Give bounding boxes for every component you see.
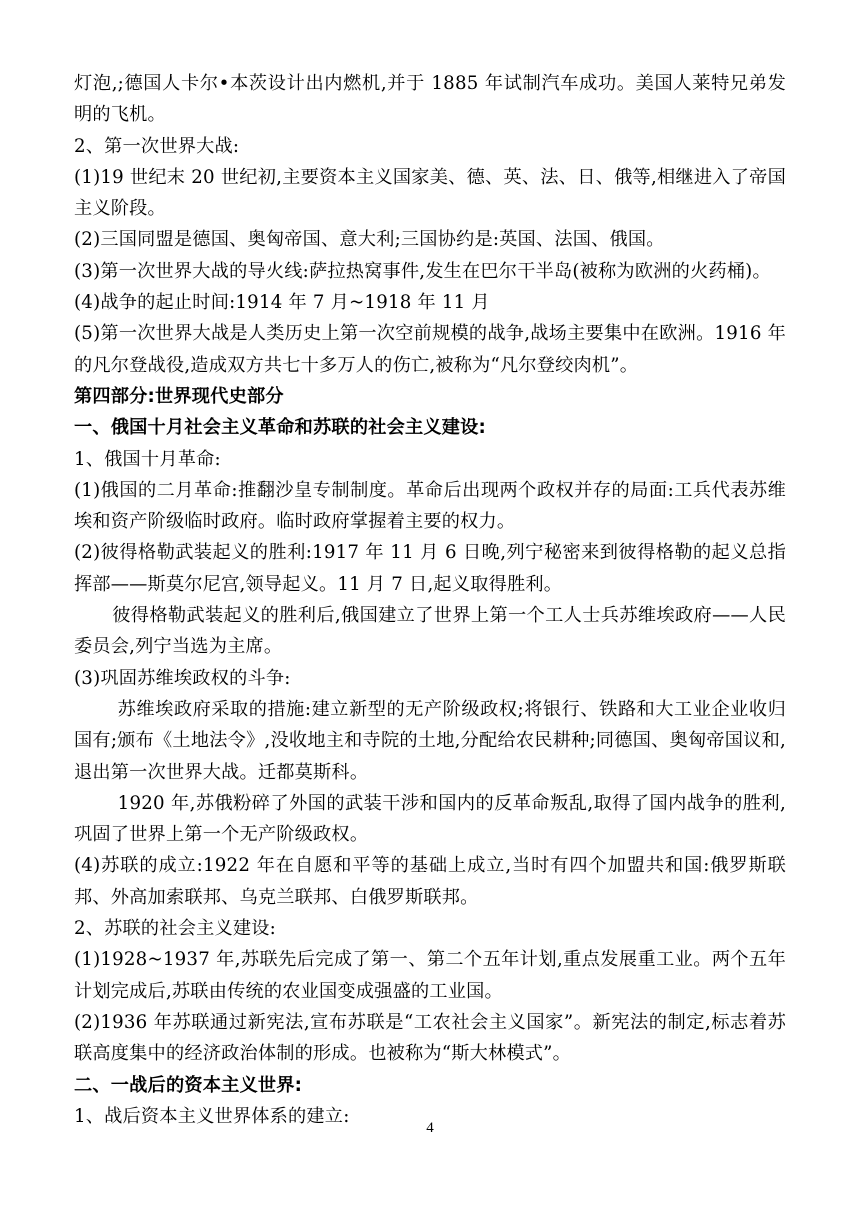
paragraph-construction-1: (1)1928~1937 年,苏联先后完成了第一、第二个五年计划,重点发展重工业。两个五年计划完成后,苏联由传统的农业国变成强盛的工业国。: [74, 949, 786, 1002]
paragraph-ww1-1: (1)19 世纪末 20 世纪初,主要资本主义国家美、德、英、法、日、俄等,相继进入了帝国主义阶段。: [74, 166, 786, 220]
paragraph-ww1-2: (2)三国同盟是德国、奥匈帝国、意大利;三国协约是:英国、法国、俄国。: [74, 229, 665, 251]
paragraph-rev-3-civil-war: 1920 年,苏俄粉碎了外国的武装干涉和国内的反革命叛乱,取得了国内战争的胜利,巩固了世界上第一个无产阶级政权。: [74, 792, 786, 846]
paragraph-ww1-4: (4)战争的起止时间:1914 年 7 月~1918 年 11 月: [74, 292, 490, 314]
subheading-postwar-system: 1、战后资本主义世界体系的建立:: [74, 1105, 350, 1127]
heading-ww1: 2、第一次世界大战:: [74, 135, 240, 157]
paragraph-inventions: 灯泡,;德国人卡尔•本茨设计出内燃机,并于 1885 年试制汽车成功。美国人莱特兄弟发明的飞机。: [74, 73, 786, 126]
heading-capitalist-world: 二、一战后的资本主义世界:: [74, 1074, 303, 1096]
paragraph-ww1-5: (5)第一次世界大战是人类历史上第一次空前规模的战争,战场主要集中在欧洲。1916 年的凡尔登战役,造成双方共七十多万人的伤亡,被称为“凡尔登绞肉机”。: [74, 323, 786, 376]
paragraph-rev-3: (3)巩固苏维埃政权的斗争:: [74, 667, 291, 689]
paragraph-ww1-3: (3)第一次世界大战的导火线:萨拉热窝事件,发生在巴尔干半岛(被称为欧洲的火药桶)。: [74, 260, 771, 282]
subheading-october-revolution: 1、俄国十月革命:: [74, 448, 221, 470]
paragraph-rev-1: (1)俄国的二月革命:推翻沙皇专制制度。革命后出现两个政权并存的局面:工兵代表苏维埃和资产阶级临时政府。临时政府掌握着主要的权力。: [74, 479, 786, 533]
paragraph-construction-2: (2)1936 年苏联通过新宪法,宣布苏联是“工农社会主义国家”。新宪法的制定,标志着苏联高度集中的经济政治体制的形成。也被称为“斯大林模式”。: [74, 1011, 786, 1065]
paragraph-rev-2: (2)彼得格勒武装起义的胜利:1917 年 11 月 6 日晚,列宁秘密来到彼得格勒的起义总指挥部——斯莫尔尼宫,领导起义。11 月 7 日,起义取得胜利。: [74, 542, 786, 595]
page-content: [74, 68, 786, 1132]
paragraph-rev-3-measures: 苏维埃政府采取的措施:建立新型的无产阶级政权;将银行、铁路和大工业企业收归国有;颁布《土地法令》,没收地主和寺院的土地,分配给农民耕种;同德国、奥匈帝国议和,退出第一次世界大战。迁都莫斯科。: [74, 698, 786, 783]
heading-russian-revolution: 一、俄国十月社会主义革命和苏联的社会主义建设:: [74, 417, 486, 439]
paragraph-rev-2-detail: 彼得格勒武装起义的胜利后,俄国建立了世界上第一个工人士兵苏维埃政府——人民委员会,列宁当选为主席。: [74, 605, 786, 658]
subheading-soviet-construction: 2、苏联的社会主义建设:: [74, 918, 276, 940]
section-title: 第四部分:世界现代史部分: [74, 385, 284, 407]
paragraph-rev-4: (4)苏联的成立:1922 年在自愿和平等的基础上成立,当时有四个加盟共和国:俄罗斯联邦、外高加索联邦、乌克兰联邦、白俄罗斯联邦。: [74, 855, 786, 908]
page-number: 4: [426, 1120, 434, 1136]
